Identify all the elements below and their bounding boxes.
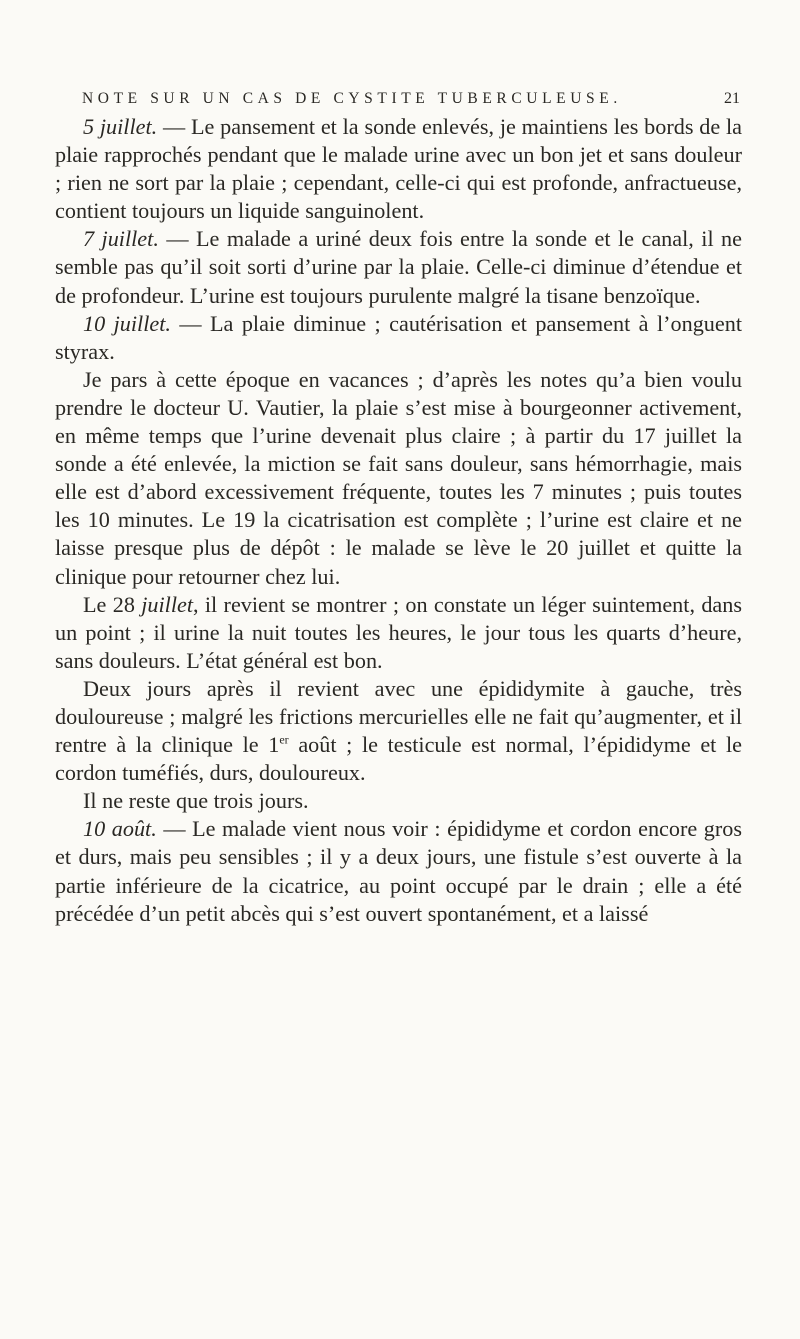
paragraph-trois-jours <box>55 787 742 815</box>
page-number: 21 <box>724 90 740 107</box>
paragraph-7-juillet <box>55 225 742 309</box>
paragraph-epididymite <box>55 675 742 787</box>
paragraph-text: — Le pansement et la sonde enlevés, je maintiens les bords de la plaie rapprochés pendant que le malade urine avec un bon jet et sans douleur ; rien ne sort par la plaie ; cependant, celle-ci qui est profonde, anfractueuse, contient toujours un liquide sanguinolent. <box>55 114 742 224</box>
paragraph-text: Il ne reste que trois jours. <box>83 788 309 814</box>
paragraph-text: , il revient se montrer ; on constate un léger suintement, dans un point ; il urine la nuit toutes les heures, le jour tous les quarts d’heure, sans douleurs. L’état général est bon. <box>55 591 742 673</box>
ordinal-number: 1 <box>268 732 280 758</box>
paragraph-text: Je pars à cette époque en vacances ; d’après les notes qu’a bien voulu prendre le docteur U. Vautier, la plaie s’est mise à bourgeonner activement, en même temps que l’urine devenait plus claire ; à partir du 17 juillet la sonde a été enlevée, la miction se fait sans douleur, sans hémorrhagie, mais elle est d’abord excessivement fréquente, toutes les 7 minutes ; puis toutes les 10 minutes. Le 19 la cicatrisation est complète ; l’urine est claire et ne laisse presque plus de dépôt : le malade se lève le 20 juillet et quitte la clinique pour retourner chez lui. <box>55 366 742 589</box>
paragraph-text: — Le malade a uriné deux fois entre la sonde et le canal, il ne semble pas qu’il soit sorti d’urine par la plaie. Celle-ci diminue d’étendue et de profondeur. L’urine est toujours purulente malgré la tisane benzoïque. <box>55 226 743 308</box>
paragraph-10-aout <box>55 815 742 927</box>
paragraph-vacances <box>55 366 742 591</box>
date-label: 7 juillet. <box>83 226 159 252</box>
date-label: 10 juillet. <box>83 310 171 336</box>
paragraph-text: — Le malade vient nous voir : épididyme et cordon encore gros et durs, mais peu sensibles ; il y a deux jours, une fistule s’est ouverte à la partie inférieure de la cicatrice, au point occupé par le drain ; elle a été précédée d’un petit abcès qui s’est ouvert spontanément, et a laissé <box>55 816 742 926</box>
ordinal-suffix: er <box>279 732 289 747</box>
body-text <box>55 113 742 928</box>
paragraph-text: Deux jours après il revient avec une épididymite à gauche, très douloureuse ; malgré les frictions mercurielles elle ne fait qu’augmenter, et il rentre à la clinique le <box>55 675 742 758</box>
paragraph-5-juillet <box>55 113 742 225</box>
paragraph-10-juillet <box>55 310 742 366</box>
paragraph-text-continued: août ; le testicule est normal, l’épididyme et le cordon tuméfiés, durs, douloureux. <box>55 732 742 786</box>
paragraph-text: — La plaie diminue ; cautérisation et pansement à l’onguent styrax. <box>55 310 743 364</box>
paragraph-lead: Le 28 <box>83 591 142 617</box>
date-label: juillet <box>141 591 194 617</box>
paragraph-28-juillet <box>55 591 742 675</box>
running-title: NOTE SUR UN CAS DE CYSTITE TUBERCULEUSE. <box>82 90 622 107</box>
date-label: 5 juillet. <box>83 114 158 139</box>
date-label: 10 août. <box>83 816 157 842</box>
